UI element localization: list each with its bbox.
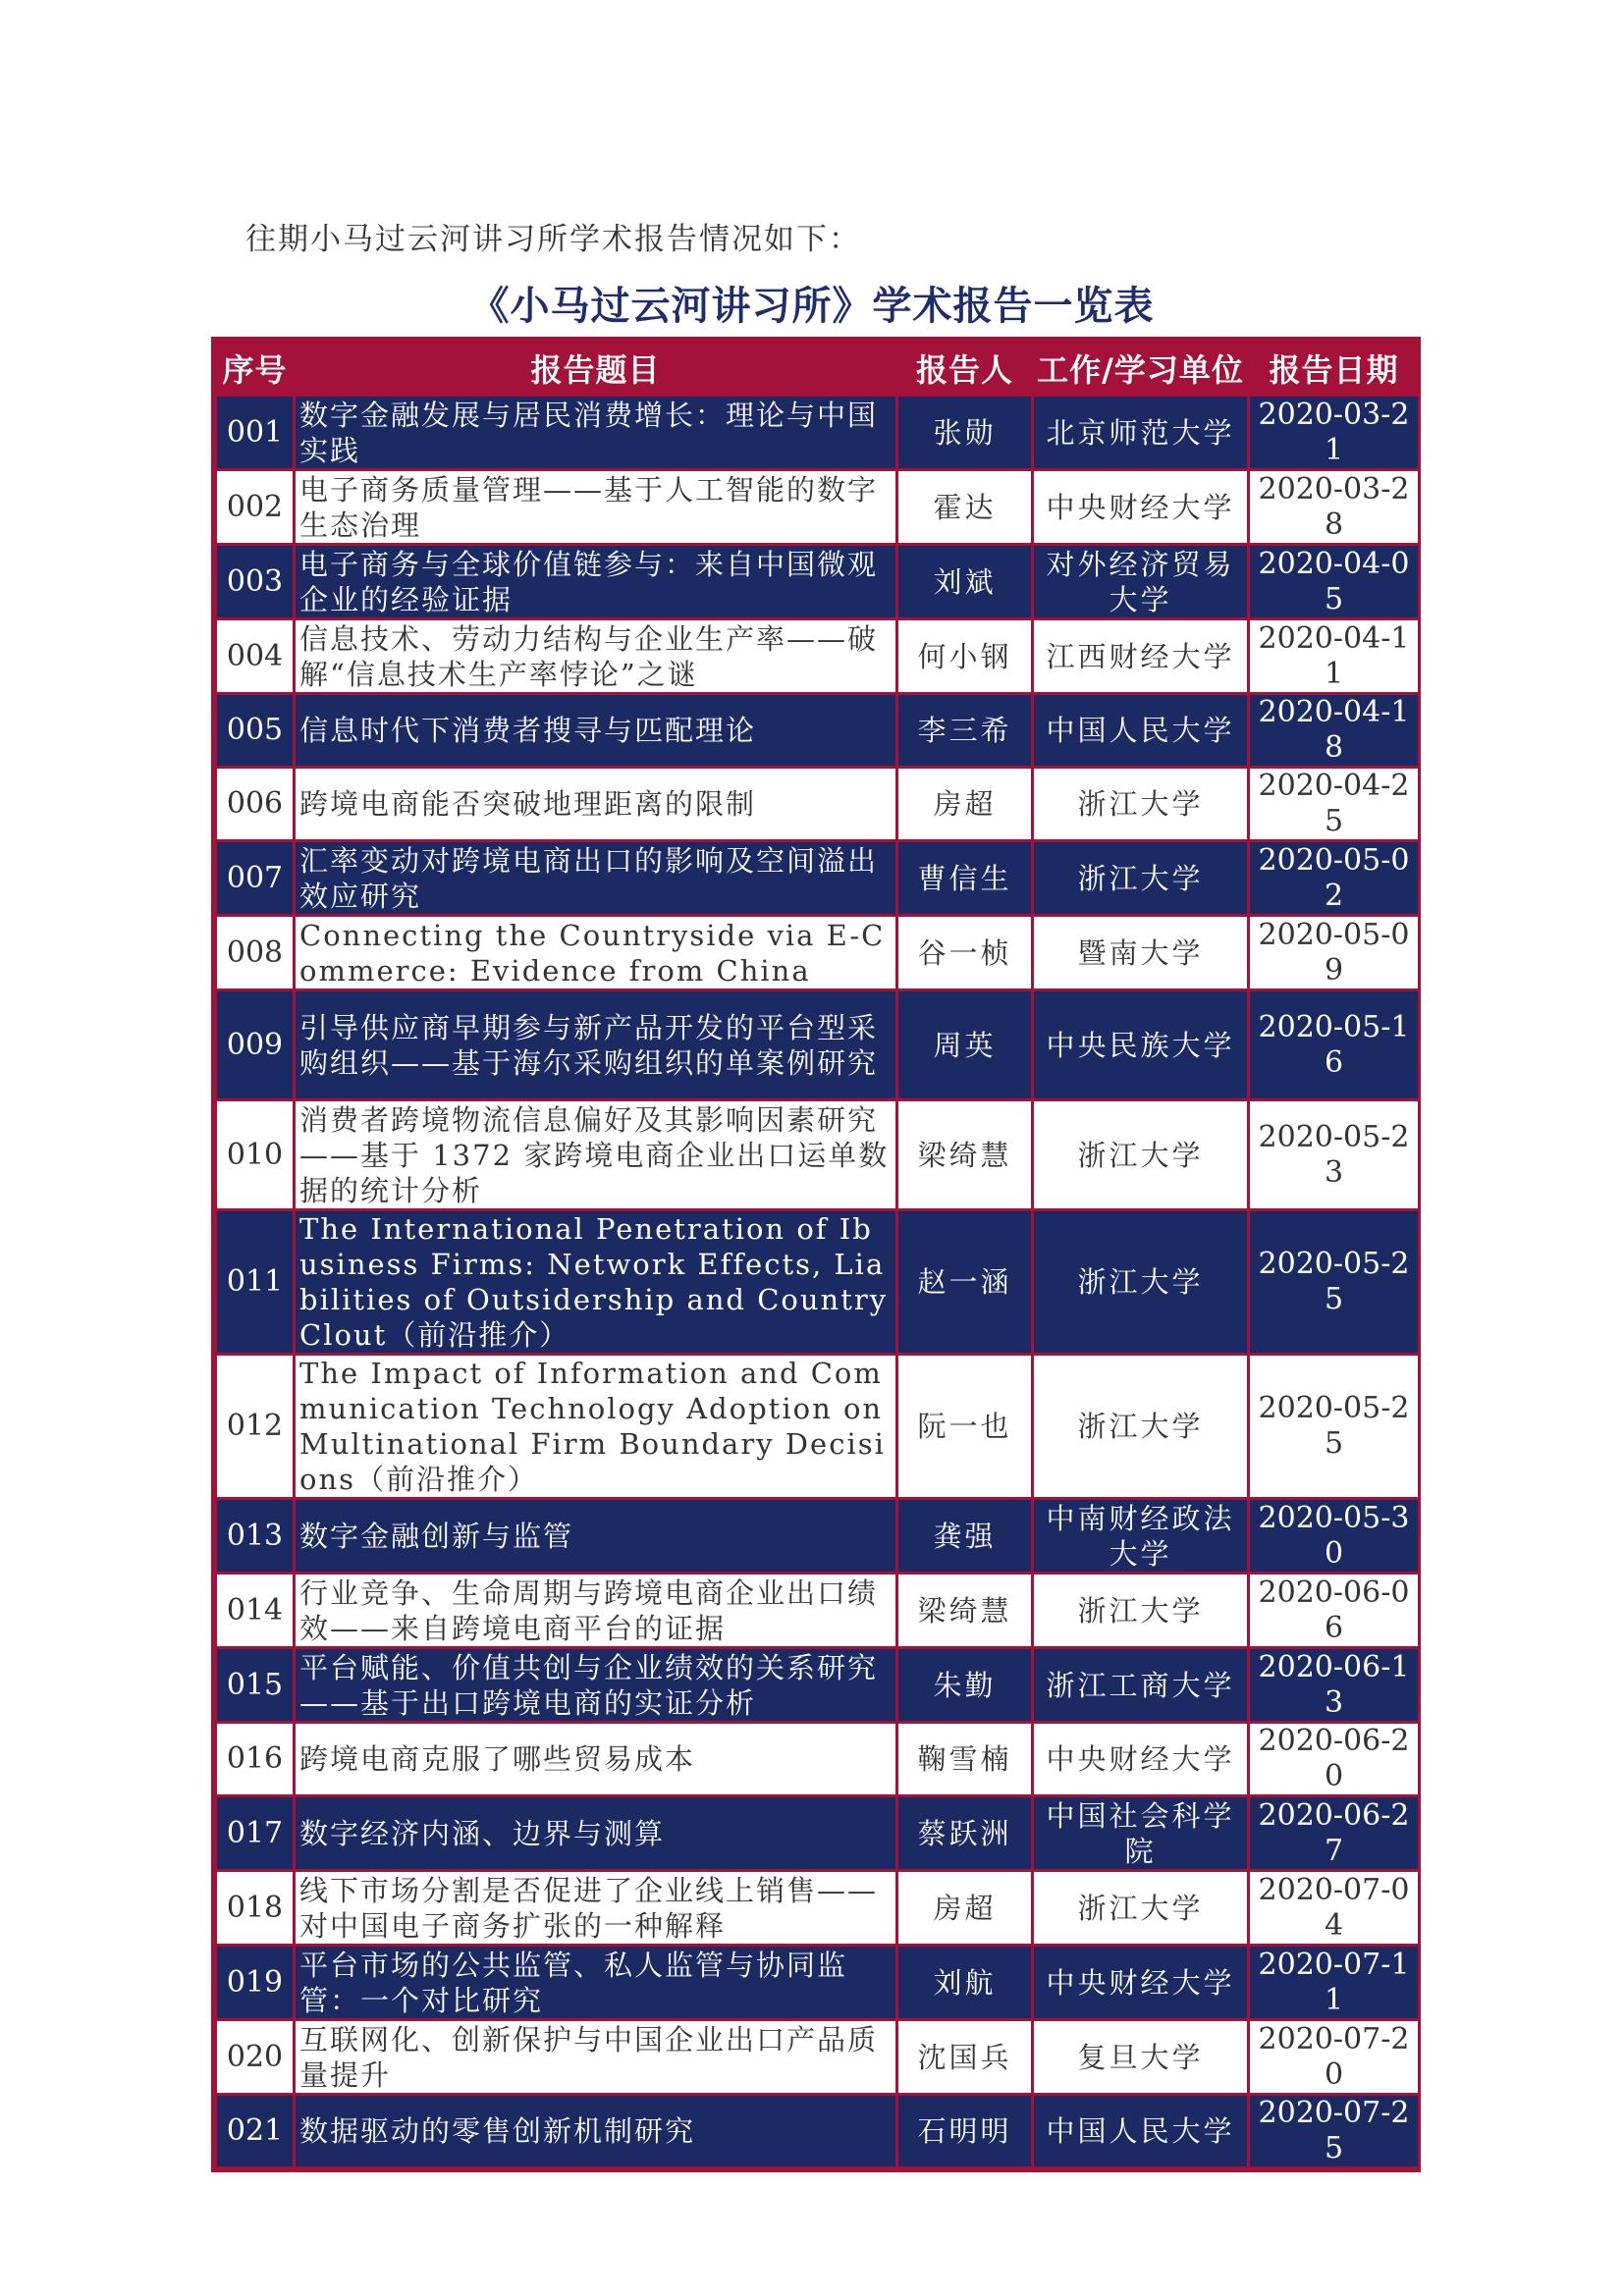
row-number: 006 <box>217 769 293 839</box>
header-presenter: 报告人 <box>898 343 1031 394</box>
row-presenter: 谷一桢 <box>898 917 1031 988</box>
row-presenter: 张勋 <box>898 397 1031 468</box>
row-presenter: 龚强 <box>898 1500 1031 1572</box>
row-topic: Connecting the Countryside via E-Commerce: Evidence from China <box>296 917 895 988</box>
row-presenter: 阮一也 <box>898 1356 1031 1497</box>
row-presenter: 蔡跃洲 <box>898 1797 1031 1869</box>
row-topic: 信息技术、劳动力结构与企业生产率——破解“信息技术生产率悖论”之谜 <box>296 620 895 692</box>
row-topic: 信息时代下消费者搜寻与匹配理论 <box>296 695 895 766</box>
row-topic: 汇率变动对跨境电商出口的影响及空间溢出效应研究 <box>296 842 895 914</box>
table-row <box>217 695 1418 766</box>
row-unit: 浙江大学 <box>1034 769 1247 839</box>
row-number: 005 <box>217 695 293 766</box>
row-presenter: 石明明 <box>898 2096 1031 2166</box>
row-date: 2020-05-30 <box>1250 1500 1418 1572</box>
row-topic: 数字经济内涵、边界与测算 <box>296 1797 895 1869</box>
row-presenter: 霍达 <box>898 471 1031 543</box>
table-row <box>217 1211 1418 1353</box>
row-number: 013 <box>217 1500 293 1572</box>
row-unit: 北京师范大学 <box>1034 397 1247 468</box>
row-number: 017 <box>217 1797 293 1869</box>
row-date: 2020-07-25 <box>1250 2096 1418 2166</box>
row-date: 2020-07-20 <box>1250 2021 1418 2093</box>
row-date: 2020-06-20 <box>1250 1724 1418 1794</box>
row-number: 004 <box>217 620 293 692</box>
table-row <box>217 471 1418 543</box>
table-row <box>217 842 1418 914</box>
report-table <box>211 337 1421 2172</box>
row-presenter: 刘航 <box>898 1947 1031 2018</box>
row-number: 009 <box>217 991 293 1098</box>
row-date: 2020-07-11 <box>1250 1947 1418 2018</box>
row-unit: 对外经济贸易大学 <box>1034 546 1247 617</box>
header-date: 报告日期 <box>1250 343 1418 394</box>
row-topic: 数据驱动的零售创新机制研究 <box>296 2096 895 2166</box>
row-date: 2020-03-28 <box>1250 471 1418 543</box>
row-presenter: 沈国兵 <box>898 2021 1031 2093</box>
row-number: 003 <box>217 546 293 617</box>
row-topic: 消费者跨境物流信息偏好及其影响因素研究——基于 1372 家跨境电商企业出口运单数据的统计分析 <box>296 1101 895 1208</box>
row-number: 001 <box>217 397 293 468</box>
row-topic: 电子商务与全球价值链参与：来自中国微观企业的经验证据 <box>296 546 895 617</box>
row-unit: 中央财经大学 <box>1034 471 1247 543</box>
row-unit: 中央民族大学 <box>1034 991 1247 1098</box>
table-row <box>217 1575 1418 1646</box>
row-number: 014 <box>217 1575 293 1646</box>
row-topic: 互联网化、创新保护与中国企业出口产品质量提升 <box>296 2021 895 2093</box>
row-topic: 平台赋能、价值共创与企业绩效的关系研究——基于出口跨境电商的实证分析 <box>296 1649 895 1721</box>
row-number: 008 <box>217 917 293 988</box>
row-unit: 中央财经大学 <box>1034 1947 1247 2018</box>
row-presenter: 房超 <box>898 769 1031 839</box>
row-presenter: 曹信生 <box>898 842 1031 914</box>
row-unit: 浙江大学 <box>1034 1101 1247 1208</box>
table-row <box>217 991 1418 1098</box>
table-header-row <box>217 343 1418 394</box>
row-unit: 中国人民大学 <box>1034 695 1247 766</box>
table-row <box>217 620 1418 692</box>
table-row <box>217 1724 1418 1794</box>
table-row <box>217 397 1418 468</box>
row-date: 2020-03-21 <box>1250 397 1418 468</box>
row-number: 010 <box>217 1101 293 1208</box>
row-unit: 浙江大学 <box>1034 1211 1247 1353</box>
row-number: 012 <box>217 1356 293 1497</box>
row-unit: 浙江大学 <box>1034 842 1247 914</box>
row-topic: 数字金融创新与监管 <box>296 1500 895 1572</box>
row-date: 2020-05-23 <box>1250 1101 1418 1208</box>
table-row <box>217 1872 1418 1944</box>
header-topic: 报告题目 <box>296 343 895 394</box>
row-topic: 电子商务质量管理——基于人工智能的数字生态治理 <box>296 471 895 543</box>
row-date: 2020-05-16 <box>1250 991 1418 1098</box>
row-presenter: 刘斌 <box>898 546 1031 617</box>
table-row <box>217 1356 1418 1497</box>
table-row <box>217 1500 1418 1572</box>
page-title: 《小马过云河讲习所》学术报告一览表 <box>469 284 1155 329</box>
header-number: 序号 <box>217 343 293 394</box>
table-row <box>217 2096 1418 2166</box>
table-row <box>217 546 1418 617</box>
table-row <box>217 1797 1418 1869</box>
row-unit: 中国人民大学 <box>1034 2096 1247 2166</box>
row-presenter: 赵一涵 <box>898 1211 1031 1353</box>
row-unit: 浙江工商大学 <box>1034 1649 1247 1721</box>
row-date: 2020-05-09 <box>1250 917 1418 988</box>
row-unit: 浙江大学 <box>1034 1872 1247 1944</box>
row-topic: 平台市场的公共监管、私人监管与协同监管：一个对比研究 <box>296 1947 895 2018</box>
row-presenter: 梁绮慧 <box>898 1101 1031 1208</box>
row-presenter: 梁绮慧 <box>898 1575 1031 1646</box>
table-row <box>217 917 1418 988</box>
row-number: 007 <box>217 842 293 914</box>
row-date: 2020-06-06 <box>1250 1575 1418 1646</box>
intro-text: 往期小马过云河讲习所学术报告情况如下： <box>245 222 861 257</box>
row-presenter: 何小钢 <box>898 620 1031 692</box>
row-date: 2020-06-13 <box>1250 1649 1418 1721</box>
row-number: 021 <box>217 2096 293 2166</box>
row-date: 2020-07-04 <box>1250 1872 1418 1944</box>
row-date: 2020-05-02 <box>1250 842 1418 914</box>
row-unit: 中南财经政法大学 <box>1034 1500 1247 1572</box>
row-date: 2020-04-11 <box>1250 620 1418 692</box>
row-presenter: 周英 <box>898 991 1031 1098</box>
row-number: 002 <box>217 471 293 543</box>
row-date: 2020-05-25 <box>1250 1211 1418 1353</box>
row-unit: 中央财经大学 <box>1034 1724 1247 1794</box>
row-topic: 跨境电商克服了哪些贸易成本 <box>296 1724 895 1794</box>
row-presenter: 朱勤 <box>898 1649 1031 1721</box>
row-date: 2020-04-18 <box>1250 695 1418 766</box>
row-topic: The International Penetration of Ibusiness Firms: Network Effects, Liabilities of Outsidership and Country Clout（前沿推介） <box>296 1211 895 1353</box>
table-row <box>217 1649 1418 1721</box>
row-topic: 跨境电商能否突破地理距离的限制 <box>296 769 895 839</box>
row-date: 2020-04-25 <box>1250 769 1418 839</box>
row-unit: 复旦大学 <box>1034 2021 1247 2093</box>
table-row <box>217 1101 1418 1208</box>
table-row <box>217 2021 1418 2093</box>
row-number: 016 <box>217 1724 293 1794</box>
row-unit: 江西财经大学 <box>1034 620 1247 692</box>
row-topic: 引导供应商早期参与新产品开发的平台型采购组织——基于海尔采购组织的单案例研究 <box>296 991 895 1098</box>
row-date: 2020-04-05 <box>1250 546 1418 617</box>
row-unit: 中国社会科学院 <box>1034 1797 1247 1869</box>
row-number: 015 <box>217 1649 293 1721</box>
row-unit: 浙江大学 <box>1034 1356 1247 1497</box>
row-date: 2020-05-25 <box>1250 1356 1418 1497</box>
row-presenter: 李三希 <box>898 695 1031 766</box>
row-number: 019 <box>217 1947 293 2018</box>
row-number: 018 <box>217 1872 293 1944</box>
row-topic: 行业竞争、生命周期与跨境电商企业出口绩效——来自跨境电商平台的证据 <box>296 1575 895 1646</box>
row-unit: 浙江大学 <box>1034 1575 1247 1646</box>
row-unit: 暨南大学 <box>1034 917 1247 988</box>
table-row <box>217 769 1418 839</box>
row-topic: The Impact of Information and Communication Technology Adoption on Multinational Firm Boundary Decisions（前沿推介） <box>296 1356 895 1497</box>
table-row <box>217 1947 1418 2018</box>
row-topic: 数字金融发展与居民消费增长：理论与中国实践 <box>296 397 895 468</box>
row-presenter: 鞠雪楠 <box>898 1724 1031 1794</box>
row-number: 020 <box>217 2021 293 2093</box>
row-topic: 线下市场分割是否促进了企业线上销售——对中国电子商务扩张的一种解释 <box>296 1872 895 1944</box>
row-date: 2020-06-27 <box>1250 1797 1418 1869</box>
header-unit: 工作/学习单位 <box>1034 343 1247 394</box>
row-number: 011 <box>217 1211 293 1353</box>
row-presenter: 房超 <box>898 1872 1031 1944</box>
